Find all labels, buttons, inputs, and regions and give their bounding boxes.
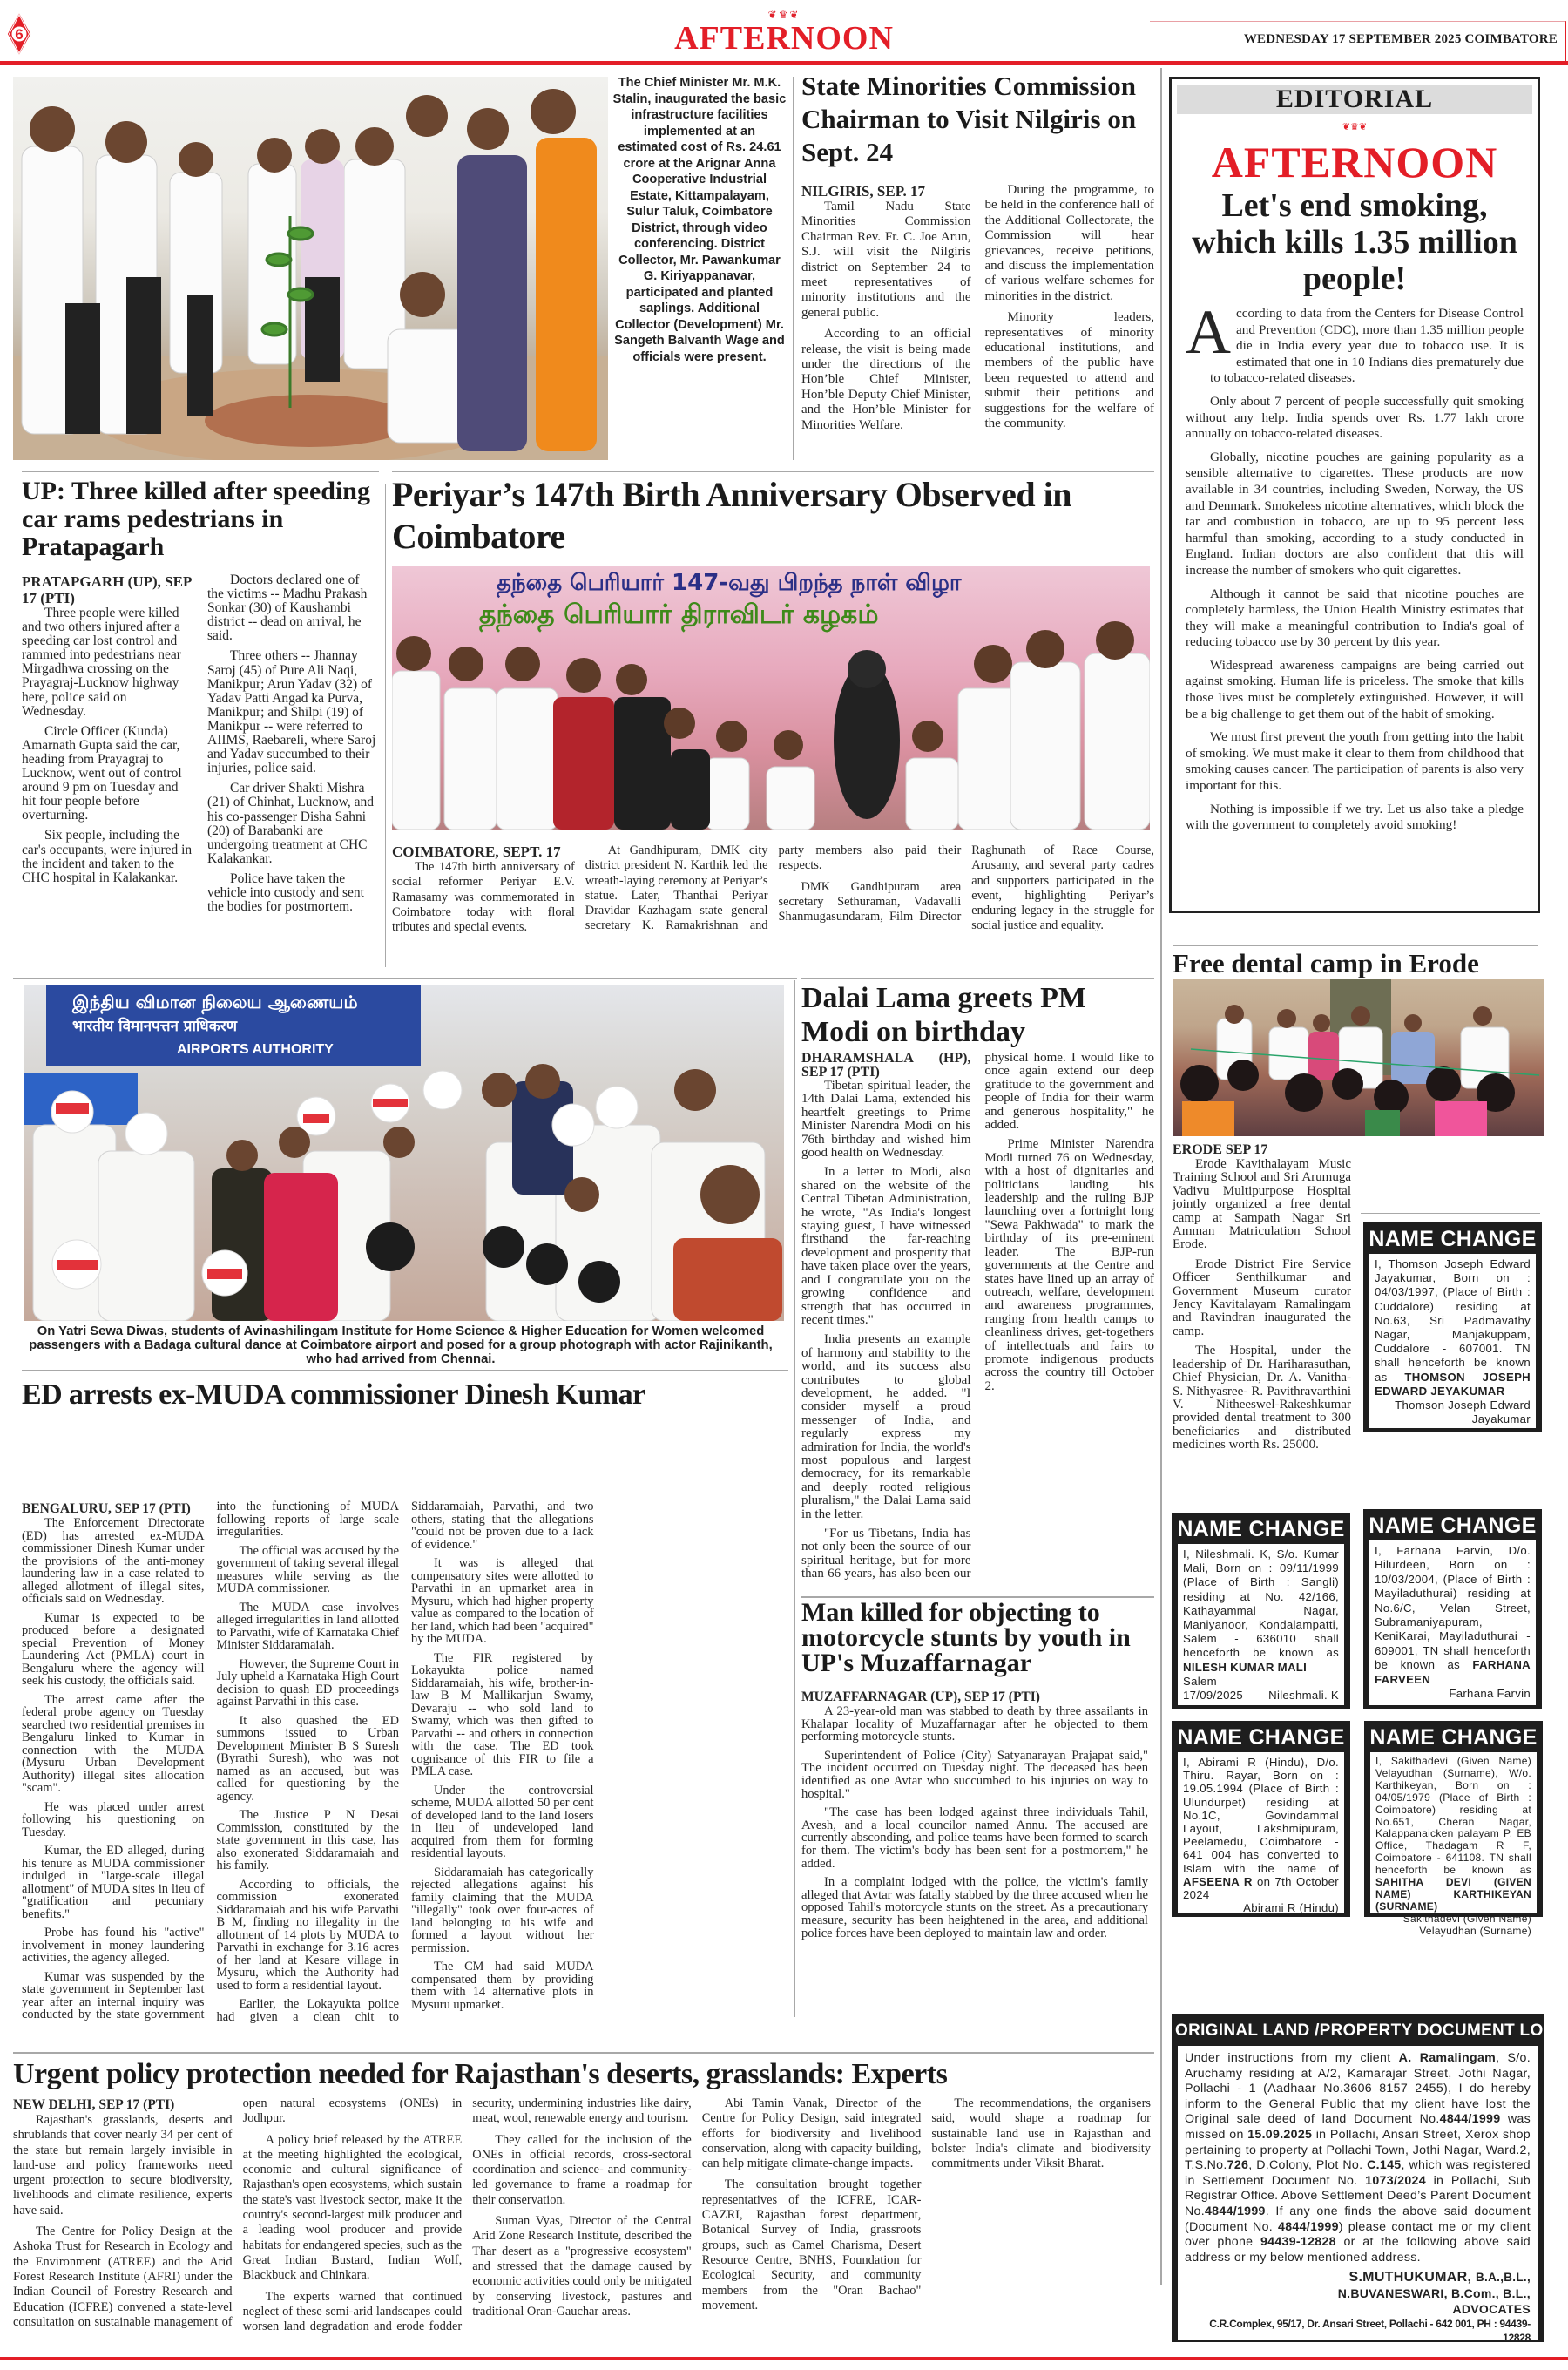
- paragraph: They called for the inclusion of the ONEs in official records, cross-sectoral coordination and science- and community-led governance to frame a roadmap for their conservation.: [472, 2132, 692, 2207]
- ad-text: was missed on: [1185, 2112, 1531, 2142]
- ad-text: , S/o. Aruchamy residing at A/2, Kamarajar Street, Jothi Nagar, Pollachi - 1 (Aadhaar No.3606 8157 2455), I do hereby inform to the General Public that my client have lost the Original sale deed of land Document No.: [1185, 2051, 1531, 2127]
- ad-signature: Abirami R (Hindu): [1243, 1901, 1339, 1915]
- ad-ts-number: 726: [1227, 2158, 1249, 2173]
- section-rule: [801, 978, 1154, 979]
- stalin-photo-caption: The Chief Minister Mr. M.K. Stalin, inaugurated the basic infrastructure facilities implemented at an estimated cost of Rs. 24.61 crore at the Arignar Anna Cooperative Industrial Estate, Kittampalayam, Sulur Taluk, Coimbatore District, through video conferencing. District Collector, Mr. Pawankumar G. Kiriyappanavar, participated and planted saplings. Additional Collector (Development) Mr. Sangeth Balvanth Wage and officials were present.: [612, 76, 787, 364]
- section-rule: [1361, 1213, 1540, 1214]
- paragraph: Circle Officer (Kunda) Amarnath Gupta said the car, heading from Prayagraj to Lucknow, went out of control around 9 pm on Tuesday and hit four people before overturning.: [22, 723, 182, 823]
- periyar-banner-line-1: தந்தை பெரியார் 147-வது பிறந்த நாள் விழா: [497, 570, 962, 596]
- ad-client-name: A. Ramalingam: [1398, 2051, 1497, 2065]
- ed-muda-dateline: BENGALURU, SEP 17 (PTI): [22, 1501, 191, 1516]
- paragraph: Although it cannot be said that nicotine pouches are completely harmless, the Union Health Ministry estimates that they will make a meaningful contribution to India's goal of reducing tobacco use by 30 percent by this year.: [1186, 586, 1524, 650]
- paragraph: Minority leaders, representatives of minority educational institutions, and members of the public have been requested to attend and submit their petitions and suggestions for the welfare of the community.: [984, 310, 1154, 431]
- paragraph: The consultation brought together representatives of the ICFRE, ICAR-CAZRI, Rajasthan forest department, Botanical Survey of India, grassroots groups, such as Camel Charisma, Desert Resource Centre, BNHS, Foundation for Ecological Security, and community members from the "Oran Bachao" movement.: [701, 2177, 922, 2312]
- editorial-headline: Let's end smoking, which kills 1.35 million people!: [1192, 187, 1517, 297]
- paragraph: Only about 7 percent of people successfully quit smoking without any help. India spends over Rs. 1.77 lakh crore annually on tobacco-related diseases.: [1186, 393, 1524, 442]
- section-rule: [392, 471, 1154, 472]
- paragraph: The MUDA case involves alleged irregularities in land allotted to Parvathi, wife of Karnataka Chief Minister Siddaramaiah.: [216, 1600, 399, 1652]
- ad-text: I, Sakithadevi (Given Name) Velayudhan (Surname), W/o. Karthikeyan, Born on : 04/05/1979 (Place of Birth : Coimbatore) residing at No.651, Cheran Nagar, Kalappanaicken palayam P, EB Office, Thadagam R F, Coimbatore - 641108. TN shall henceforth be known as: [1375, 1755, 1531, 1877]
- masthead-rule: [0, 61, 1568, 65]
- ad-body: [1178, 2046, 1538, 2345]
- editorial-box: [1169, 77, 1540, 913]
- paragraph: It also quashed the ED summons issued to Urban Development Minister B S Suresh (Byrathi Suresh), who was not named as an accused, but was called for questioning by the agency.: [216, 1713, 399, 1804]
- up-accident-headline: UP: Three killed after speeding car rams pedestrians in Pratapagarh: [22, 477, 370, 561]
- periyar-dateline: COIMBATORE, SEPT. 17: [392, 843, 561, 860]
- section-rule: [22, 471, 379, 472]
- advocate-address: C.R.Complex, 95/17, Dr. Ansari Street, Pollachi - 642 001, PH : 94439-12828: [1209, 2318, 1531, 2345]
- paragraph: He was placed under arrest following his questioning on Tuesday.: [22, 1799, 205, 1839]
- ad-signature: Sakithadevi (Given Name) Velayudhan (Surname): [1402, 1912, 1531, 1937]
- minorities-body: [801, 183, 1154, 438]
- ad-document-number: 4844/1999: [1204, 2204, 1266, 2218]
- paragraph: Probe has found his "active" involvement in money laundering activities, the agency alleged.: [22, 1926, 205, 1965]
- ad-text: I, Thomson Joseph Edward Jayakumar, Born on : 04/03/1997, (Place of Birth : Cuddalore) residing at No.63, Sri Padmavathy Nagar, Manjakuppam, Cuddalore - 607001. TN shall henceforth be known as: [1375, 1257, 1531, 1384]
- advocate-label: ADVOCATES: [1452, 2302, 1531, 2317]
- ad-text: in Pollachi, Ansari Street, Xerox shop pertaining to property at Pollachi Town, Jothi Nagar, Ward.2, T.S.No.: [1185, 2127, 1531, 2173]
- paragraph: The Enforcement Directorate (ED) has arrested ex-MUDA commissioner Dinesh Kumar under the provisions of the anti-money laundering law in a case related to alleged allotment of illegal sites, officials said on Wednesday.: [22, 1516, 205, 1606]
- paragraph: During the programme, to be held in the conference hall of the Additional Collectorate, the Commission will hear grievances, receive petitions, and discuss the implementation of various welfare schemes for minorities in the district.: [984, 183, 1154, 303]
- paragraph: The Justice P N Desai Commission, constituted by the state government in this case, has also exonerated Siddaramaiah and his family.: [216, 1808, 399, 1872]
- muzaffarnagar-dateline: MUZAFFARNAGAR (UP), SEP 17 (PTI): [801, 1689, 1040, 1704]
- paragraph: The recommendations, the organisers said, would shape a roadmap for sustainable land use in Rajasthan and bolster India's climate and biodiversity commitments under Viksit Bharat.: [931, 2096, 1151, 2171]
- paragraph: The arrest came after the federal probe agency on Tuesday searched two residential premises in Bengaluru linked to Kumar in connection with the MUDA (Mysuru Urban Development Authority) illegal sites allocation "scam".: [22, 1692, 205, 1795]
- stalin-photo: [13, 77, 608, 460]
- column-rule: [1160, 68, 1162, 2285]
- section-rule: [13, 978, 797, 979]
- name-change-ad: [1172, 1513, 1350, 1709]
- ad-body: [1178, 1544, 1344, 1705]
- paragraph: At Gandhipuram, DMK city district president N. Karthik led the wreath-laying ceremony at Periyar’s statue. Later, Thanthai Periyar Dravidar Kazhagam state general secretary K. Ramakrishnan and party members also paid their respects.: [585, 843, 962, 933]
- section-rule: [13, 2052, 1154, 2054]
- paragraph: Prime Minister Narendra Modi turned 76 on Wednesday, with a host of dignitaries and politicians lauding his leadership and the ruling BJP launching over a fortnight long "Sewa Pakhwada" to mark the birthday of its pre-eminent leader. The BJP-run governments at the Centre and states have lined up an array of outreach, welfare, development and awareness programmes, ranging from health camps to cleanliness drives, get-togethers of intellectuals and fairs to promote indigenous products across the country till October 2.: [984, 1137, 1154, 1393]
- paragraph: The 147th birth anniversary of social reformer Periyar E.V. Ramasamy was commemorated in Coimbatore today with floral tributes and special events.: [392, 860, 575, 935]
- dental-camp-body: [1173, 1141, 1351, 1459]
- page-number-badge: [7, 12, 31, 56]
- paragraph: Erode Kavithalayam Music Training School and Sri Arumuga Vadivu Multipurpose Hospital jointly organized a free dental camp at Sampath Nagar Sri Amman Matriculation School Erode.: [1173, 1157, 1351, 1252]
- paragraph: In a complaint lodged with the police, the victim's family alleged that Avtar was fatally stabbed by the three accused when he opposed Tahil's motorcycle stunts on the street. As a precautionary measure, security has been heightened in the area, and additional police forces have been deployed to maintain law and order.: [801, 1875, 1148, 1940]
- dental-camp-photo: [1173, 979, 1544, 1136]
- masthead: [575, 9, 993, 56]
- ad-text: or at the following above said address or my below mentioned address.: [1185, 2235, 1531, 2265]
- ad-settlement-number: 1073/2024: [1365, 2173, 1426, 2188]
- paragraph: Tibetan spiritual leader, the 14th Dalai Lama, extended his heartfelt greetings to Prime Minister Narendra Modi on his 76th birthday and wished him good health on Wednesday.: [801, 1079, 971, 1161]
- dalai-lama-body: [801, 1052, 1154, 1592]
- ad-title: NAME CHANGE: [1177, 1517, 1345, 1541]
- paragraph: Nothing is impossible if we try. Let us also take a pledge with the government to completely avoid smoking!: [1186, 801, 1524, 833]
- column-rule: [385, 484, 386, 967]
- ad-new-name: SAHITHA DEVI (GIVEN NAME) KARTHIKEYAN (SURNAME): [1375, 1876, 1531, 1913]
- periyar-banner-line-2: தந்தை பெரியார் திராவிடர் கழகம்: [479, 599, 879, 630]
- ad-new-name: FARHANA FARVEEN: [1375, 1658, 1531, 1686]
- paragraph: Earlier, the Lokayukta police had given a clean chit to Siddaramaiah, Parvathi, and two others, stating that the allegations "could not be proven due to a lack of evidence.": [216, 1500, 594, 2024]
- editorial-logo: AFTERNOON: [1211, 138, 1498, 186]
- emblem-icon: ❦♛❦: [1342, 122, 1368, 132]
- ad-signature: Thomson Joseph Edward Jayakumar: [1395, 1398, 1531, 1426]
- paragraph: Kumar, the ED alleged, during his tenure as MUDA commissioner indulged in "large-scale illegal allotment" of MUDA sites in lieu of "gratification and pecuniary benefits.": [22, 1844, 205, 1921]
- advocate-degree: B.A.,B.L.,: [1476, 2271, 1531, 2285]
- photo-people-illustration: [392, 566, 1150, 830]
- minorities-dateline: NILGIRIS, SEP. 17: [801, 183, 926, 200]
- paragraph: The Hospital, under the leadership of Dr. Hariharasuthan, Chief Physician, Dr. A. Vanitha- S. Nithyasree- R. Pavithravarthini V. Nitheeswel-Rakeshkumar provided dental treatment to 300 beneficiaries and distributed medicines worth Rs. 25000.: [1173, 1344, 1351, 1452]
- airport-photo: [24, 985, 784, 1321]
- section-rule: [1173, 945, 1538, 946]
- ad-text: , D.Colony, Plot No.: [1248, 2158, 1368, 2173]
- minorities-headline: State Minorities Commission Chairman to Visit Nilgiris on Sept. 24: [801, 71, 1137, 167]
- column-rule: [793, 77, 794, 460]
- section-rule: [22, 1370, 788, 1371]
- muzaffarnagar-body: [801, 1689, 1148, 1946]
- ad-text: Under instructions from my client: [1185, 2051, 1391, 2065]
- document-lost-ad: [1172, 2014, 1565, 2345]
- dental-camp-dateline: ERODE SEP 17: [1173, 1142, 1268, 1157]
- paper-name: AFTERNOON: [674, 20, 894, 57]
- airport-banner-line-3: AIRPORTS AUTHORITY: [177, 1042, 334, 1057]
- photo-people-illustration: [13, 77, 608, 460]
- periyar-body: [392, 843, 1154, 935]
- editorial-label: EDITORIAL: [1177, 85, 1532, 114]
- paragraph: Superintendent of Police (City) Satyanarayan Prajapat said," The incident occurred on Tuesday night. The deceased has been identified as one Avtar who succumbed to his injuries on way to hospital.": [801, 1748, 1148, 1801]
- rajasthan-headline: Urgent policy protection needed for Rajasthan's deserts, grasslands: Experts: [13, 2058, 948, 2090]
- airport-photo-caption: On Yatri Sewa Diwas, students of Avinashilingam Institute for Home Science & Higher Education for Women welcomed passengers with a Badaga cultural dance at Coimbatore airport and posed for a group photograph with actor Rajinikanth, who had arrived from Chennai.: [29, 1324, 773, 1366]
- name-change-ad: [1363, 1509, 1542, 1709]
- footer-rule: [0, 2357, 1568, 2360]
- paragraph: The official was accused by the government of taking several illegal measures while serving as the MUDA commissioner.: [216, 1543, 399, 1595]
- paragraph: However, the Supreme Court in July upheld a Karnataka High Court decision to quash ED proceedings against Parvathi in this case.: [216, 1656, 399, 1709]
- emblem-icon: ❦♛❦: [767, 9, 801, 21]
- paragraph: The FIR registered by Lokayukta police named Siddaramaiah, his wife, brother-in-law B M Mallikarjun Swamy, Devaraju -- who sold land to Swamy, which was then gifted to Parvathi -- and others in connection with the case. The ED took cognisance of this FIR to file a PMLA case.: [411, 1650, 594, 1778]
- paragraph: A policy brief released by the ATREE at the meeting highlighted the ecological, economic and cultural significance of Rajasthan's open ecosystems, which sustain the state's vast livestock sector, make it the country's second-largest milk producer and a leading wool producer and provide habitats for endangered species, such as the Great Indian Bustard, Indian Wolf, Blackbuck and Chinkara.: [242, 2132, 463, 2283]
- ad-title: NAME CHANGE: [1369, 1513, 1537, 1538]
- paragraph: According to an official release, the visit is being made under the directions of the Hon’ble Chief Minister, Hon’ble Deputy Chief Minister, and the Hon’ble Minister for Minorities Welfare.: [801, 327, 971, 432]
- ad-new-name: NILESH KUMAR MALI: [1183, 1660, 1308, 1674]
- paragraph: It was is alleged that compensatory sites were allotted to Parvathi in an upmarket area in Mysuru, which had higher property value as compared to the location of her land, which had been "acquired" by the MUDA.: [411, 1556, 594, 1646]
- ad-signature: Nileshmali. K: [1268, 1689, 1339, 1703]
- name-change-ad: [1363, 1222, 1542, 1432]
- paragraph: Rajasthan's grasslands, deserts and shrublands that cover nearly 34 per cent of the state but remain largely invisible in land-use and policy frameworks need urgent protection to secure biodiversity, livelihoods and climate resilience, experts have said.: [13, 2113, 233, 2218]
- dateline-box: [1150, 21, 1566, 61]
- up-accident-body: [22, 573, 379, 914]
- paragraph: DMK Gandhipuram area secretary Sethuraman, Vadavalli Shanmugasundaram, Film Director Raghunath of Race Course, Arusamy, and several party cadres and supporters participated in the event, highlighting Periyar’s enduring legacy in the struggle for social justice and equality.: [778, 843, 1154, 933]
- ad-new-name: AFSEENA R: [1183, 1874, 1253, 1888]
- name-change-ad: [1172, 1721, 1350, 1917]
- paragraph: Siddaramaiah has categorically rejected allegations against his family claiming that the MUDA "illegally" took over four-acres of land belonging to his wife and formed a layout without her permission.: [411, 1865, 594, 1955]
- paragraph: Doctors declared one of the victims -- Madhu Prakash Sonkar (30) of Kaushambi district -- dead on arrival, he said.: [207, 572, 368, 644]
- editorial-body: [1177, 297, 1532, 834]
- ad-missed-date: 15.09.2025: [1247, 2127, 1313, 2142]
- paragraph: The CM had said MUDA compensated them by providing them with 14 alternative plots in Mysuru upmarket.: [411, 1960, 594, 2012]
- name-change-ad: [1364, 1721, 1543, 1937]
- ad-place: Salem: [1183, 1674, 1217, 1688]
- paragraph: ccording to data from the Centers for Disease Control and Prevention (CDC), more than 1.35 million people die in India every year due to tobacco use. It is estimated that one in 10 Indians dies prematurely due to tobacco-related diseases.: [1210, 306, 1524, 386]
- ad-text: , which was registered in Settlement Document No.: [1185, 2158, 1531, 2188]
- advocate-name: S.MUTHUKUMAR,: [1348, 2270, 1472, 2285]
- paragraph: "The case has been lodged against three individuals Tahil, Avesh, and a local councilor named Annu. The accused are currently absconding, and police teams have been formed to search for them. The victim's body has been sent for a postmortem," he added.: [801, 1805, 1148, 1871]
- periyar-headline: Periyar’s 147th Birth Anniversary Observed in Coimbatore: [392, 475, 1072, 556]
- paragraph: India presents an example of harmony and stability to the world, and its success also contributes to global development, he added. "I consider myself a proud messenger of India, and regularly express my admiration for India, the world's most populous and largest democracy, for its remarkable and deeply rooted religious pluralism," the Dalai Lama said in the letter.: [801, 1332, 971, 1521]
- ad-text: ) please contact me or my client over phone: [1185, 2219, 1531, 2250]
- paragraph: In a letter to Modi, also shared on the website of the Central Tibetan Administration, he wrote, "As India's longest staying guest, I have witnessed firsthand the far-reaching development and prosperity that have taken place over the years, and I congratulate you on the growing confidence and strength that has occurred in recent times.": [801, 1165, 971, 1327]
- ad-text: I, Abirami R (Hindu), D/o. Thiru. Rayar, Born on : 19.05.1994 (Place of Birth : Ulundurpet) residing at No.1C, Govindammal Layout, Lakshmipuram, Peelamedu, Coimbatore - 641 004 has converted to Islam with the name of: [1183, 1756, 1339, 1875]
- paragraph: Three others -- Jhannay Saroj (45) of Pure Ali Naqi, Manikpur; Arun Yadav (32) of Yadav Patti Angad ka Purva, Manikpur; and Shilpi (19) of Manikpur -- were referred to AIIMS, Raebareli, where Saroj and Yadav succumbed to their injuries, police said.: [207, 648, 376, 776]
- paragraph: Kumar is expected to be produced before a designated special Prevention of Money Laundering Act (PMLA) court in Bengaluru where the agency will seek his custody, the officials said.: [22, 1610, 205, 1688]
- ad-new-name: THOMSON JOSEPH EDWARD JEYAKUMAR: [1375, 1370, 1531, 1398]
- ad-text: on 7th October 2024: [1183, 1874, 1339, 1902]
- paragraph: Under the controversial scheme, MUDA allotted 50 per cent of developed land to the land losers in lieu of undeveloped land acquired from them for forming residential layouts.: [411, 1783, 594, 1860]
- ad-body: [1369, 1540, 1536, 1705]
- paragraph: Tamil Nadu State Minorities Commission Chairman Rev. Fr. C. Joe Arun, S.J. will visit the Nilgiris district on September 24 to meet representatives of minority institutions and the general public.: [801, 200, 971, 320]
- paragraph: Police have taken the vehicle into custody and sent the bodies for postmortem.: [207, 870, 364, 915]
- dropcap: A: [1186, 297, 1231, 367]
- ad-phone: 94439-12828: [1260, 2235, 1336, 2250]
- ad-body: [1369, 1254, 1536, 1428]
- issue-dateline: WEDNESDAY 17 SEPTEMBER 2025 COIMBATORE: [1243, 32, 1558, 46]
- paragraph: A 23-year-old man was stabbed to death by three assailants in Khalapar locality of Muzaffarnagar after he objected to them performing motorcycle stunts.: [801, 1704, 1148, 1744]
- paragraph: Globally, nicotine pouches are gaining popularity as a sensible alternative to cigarettes. These products are now available in 34 countries, including Sweden, Norway, the US and Denmark. Smokeless nicotine alternatives, which block the tar and combustion in tobacco, are up to 95 percent less harmful than smoking, according to a study conducted in England. Indian doctors are also confident that this will increase the number of smokers who quit cigarettes.: [1186, 449, 1524, 578]
- paragraph: According to officials, the commission exonerated Siddaramaiah and his wife Parvathi B M, finding no illegality in the allotment of 14 plots by MUDA to Parvathi in exchange for 3.16 acres of her land at Kesare village in Mysuru, which the Authority had used to form a residential layout.: [216, 1877, 399, 1993]
- paragraph: Erode District Fire Service Officer Senthilkumar and Government Museum curator Jency Kavitalayam Ramalingam and Ravindran inaugurated the camp.: [1173, 1256, 1351, 1338]
- airport-banner: [46, 985, 421, 1066]
- paragraph: "For us Tibetans, India has not only been the source of our spiritual heritage, but for more than 66 years, has also been our physical home. I would like to once again extend our deep gratitude to the government and people of India for their warm and generous hospitality," he added.: [801, 1051, 1154, 1581]
- ad-text: . If any one finds the above said document (Document No.: [1185, 2204, 1531, 2234]
- ad-text: I, Farhana Farvin, D/o. Hilurdeen, Born on : 10/03/2004, (Place of Birth : Mayiladuthurai) residing at No.6/C, Velan Street, Subramaniyapuram, KeniKarai, Mayiladuthurai - 609001, TN shall henceforth be known as: [1375, 1544, 1531, 1672]
- paragraph: Suman Vyas, Director of the Central Arid Zone Research Institute, described the Thar desert as a "progressive ecosystem" and stressed that the damage caused by economic activities could only be mitigated by conserving livestock, pastures and traditional Oran-Gauchar areas.: [472, 2214, 692, 2319]
- paragraph: Abi Tamin Vanak, Director of the Centre for Policy Design, said integrated efforts for biodiversity and livelihood conservation, along with capacity building, can help mitigate climate-change impacts.: [701, 2096, 922, 2171]
- paragraph: The experts warned that continued neglect of these semi-arid landscapes could worsen land degradation and erode fodder security, undermining industries like dairy, meat, wool, renewable energy and tourism.: [242, 2096, 692, 2334]
- dalai-lama-dateline: DHARAMSHALA (HP), SEP 17 (PTI): [801, 1051, 971, 1080]
- ad-plot-number: C.145: [1367, 2158, 1402, 2173]
- paragraph: Car driver Shakti Mishra (21) of Chinhat, Lucknow, and his co-passenger Disha Sahni (20) of Barabanki are undergoing treatment at CHC Kalakankar.: [207, 781, 374, 866]
- photo-people-illustration: [1173, 979, 1544, 1136]
- paragraph: Kumar was suspended by the state government in September last year after an internal inquiry was conducted by the state government into the functioning of MUDA following reports of large scale irregularities.: [22, 1500, 399, 2021]
- ad-date: 17/09/2025: [1183, 1689, 1244, 1703]
- ad-title: NAME CHANGE: [1177, 1725, 1345, 1750]
- ad-text: I, Nileshmali. K, S/o. Kumar Mali, Born on : 09/11/1999 (Place of Birth : Sangli) residing at No. 42/166, Kathayammal Nagar, Maniyanoor, Kondalampatti, Salem - 636010 shall henceforth be known as: [1183, 1547, 1339, 1660]
- paragraph: Widespread awareness campaigns are being carried out against smoking. Human life is priceless. The smoke that kills those lives must be completely extinguished. However, it will be a big challenge to get them out of the habit of smoking.: [1186, 657, 1524, 721]
- rajasthan-body: [13, 2096, 1151, 2349]
- ad-signature: Farhana Farvin: [1449, 1687, 1531, 1701]
- paragraph: Six people, including the car's occupants, were injured in the incident and taken to the CHC hospital in Kalakankar.: [22, 828, 193, 885]
- ad-body: [1178, 1752, 1344, 1913]
- ad-document-number: 4844/1999: [1439, 2112, 1501, 2127]
- paragraph: Three people were killed and two others injured after a speeding car lost control and rammed into pedestrians near Mirgadhwa crossing on the Prayagraj-Lucknow highway here, police said on Wednesday.: [22, 606, 181, 719]
- airport-banner-line-1: இந்திய விமான நிலைய ஆணையம்: [72, 992, 358, 1012]
- ed-muda-body: [22, 1500, 788, 2032]
- muzaffarnagar-headline: Man killed for objecting to motorcycle stunts by youth in UP's Muzaffarnagar: [801, 1598, 1131, 1677]
- column-rule: [794, 980, 795, 2017]
- dalai-lama-headline: Dalai Lama greets PM Modi on birthday: [801, 982, 1087, 1048]
- ad-body: [1370, 1752, 1537, 1937]
- ad-title: NAME CHANGE: [1369, 1725, 1538, 1750]
- ad-title: NAME CHANGE: [1369, 1227, 1537, 1251]
- ed-muda-headline: ED arrests ex-MUDA commissioner Dinesh Kumar: [22, 1378, 645, 1411]
- ad-title: ORIGINAL LAND /PROPERTY DOCUMENT LOST: [1175, 2021, 1565, 2040]
- advocate-name: N.BUVANESWARI, B.Com., B.L.,: [1337, 2286, 1531, 2301]
- rajasthan-dateline: NEW DELHI, SEP 17 (PTI): [13, 2097, 175, 2112]
- periyar-photo: [392, 566, 1150, 830]
- up-accident-dateline: PRATAPGARH (UP), SEP 17 (PTI): [22, 573, 192, 606]
- airport-banner-line-2: भारतीय विमानपत्तन प्राधिकरण: [72, 1018, 238, 1035]
- paragraph: The Centre for Policy Design at the Ashoka Trust for Research in Ecology and the Environment (ATREE) and the Arid Forest Research Institute (AFRI) under the Indian Council of Forestry Research and Education (ICFRE) convened a state-level consultation on sustainable management of open natural ecosystems (ONEs) in Jodhpur.: [13, 2096, 463, 2329]
- page-number: 6: [15, 26, 24, 43]
- ad-document-number: 4844/1999: [1278, 2219, 1339, 2234]
- ad-text: in Pollachi, Sub Registrar Office. Above Settlement Deed’s Parent Document No.: [1185, 2173, 1531, 2218]
- dental-camp-headline: Free dental camp in Erode: [1173, 948, 1479, 978]
- paragraph: We must first prevent the youth from getting into the habit of smoking. We must make it clear to them from childhood that smoking causes cancer. The participation of parents is also very important for this.: [1186, 729, 1524, 794]
